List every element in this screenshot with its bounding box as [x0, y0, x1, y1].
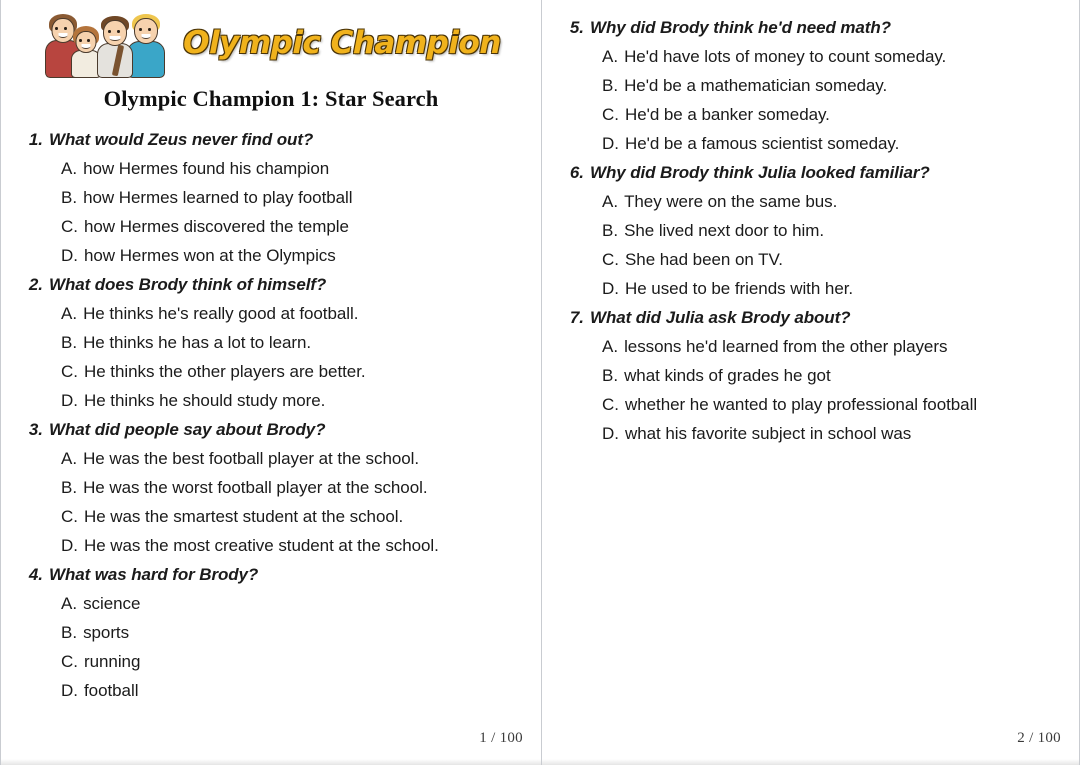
document-page-2	[541, 0, 1080, 765]
answer-option[interactable]	[21, 386, 529, 415]
answer-option[interactable]	[21, 212, 529, 241]
option-letter: D.	[602, 134, 619, 153]
answer-option[interactable]	[21, 589, 529, 618]
answer-option[interactable]	[21, 183, 529, 212]
option-text: sports	[83, 623, 130, 642]
question-number: 6.	[569, 163, 584, 182]
option-text: He used to be friends with her.	[625, 279, 854, 298]
option-letter: D.	[61, 536, 78, 555]
question-block	[21, 270, 529, 415]
option-text: whether he wanted to play professional football	[625, 395, 978, 414]
answer-option[interactable]	[21, 618, 529, 647]
option-letter: A.	[61, 304, 78, 323]
question-number: 2.	[28, 275, 43, 294]
character-figure	[95, 16, 135, 76]
question-block	[562, 158, 1067, 303]
option-text: lessons he'd learned from the other players	[624, 337, 948, 356]
question-number: 3.	[28, 420, 43, 439]
option-letter: B.	[61, 623, 78, 642]
option-letter: B.	[602, 366, 619, 385]
option-letter: D.	[602, 424, 619, 443]
option-letter: D.	[61, 681, 78, 700]
question-text: What did people say about Brody?	[49, 420, 326, 439]
olympic-champion-characters-icon	[41, 8, 173, 78]
option-text: what his favorite subject in school was	[625, 424, 912, 443]
answer-option[interactable]	[21, 444, 529, 473]
answer-option[interactable]	[562, 245, 1067, 274]
question-text: What did Julia ask Brody about?	[590, 308, 851, 327]
option-text: He'd be a banker someday.	[625, 105, 830, 124]
question-prompt	[21, 560, 529, 589]
answer-option[interactable]	[562, 100, 1067, 129]
question-prompt	[21, 415, 529, 444]
option-letter: A.	[602, 192, 619, 211]
question-text: What does Brody think of himself?	[49, 275, 327, 294]
answer-option[interactable]	[21, 241, 529, 270]
answer-option[interactable]	[562, 419, 1067, 448]
answer-option[interactable]	[21, 473, 529, 502]
question-text: Why did Brody think Julia looked familiar?	[590, 163, 930, 182]
option-letter: B.	[61, 333, 78, 352]
answer-option[interactable]	[21, 502, 529, 531]
page-header	[1, 0, 541, 78]
answer-option[interactable]	[562, 216, 1067, 245]
option-letter: C.	[61, 217, 78, 236]
answer-option[interactable]	[21, 154, 529, 183]
question-text: What was hard for Brody?	[49, 565, 259, 584]
answer-option[interactable]	[21, 676, 529, 705]
answer-option[interactable]	[21, 531, 529, 560]
olympic-champion-wordmark: Olympic Champion	[183, 24, 501, 61]
option-letter: C.	[61, 507, 78, 526]
option-text: He'd be a famous scientist someday.	[625, 134, 900, 153]
question-prompt	[21, 270, 529, 299]
question-list-page-2	[542, 0, 1079, 448]
option-text: They were on the same bus.	[624, 192, 838, 211]
question-number: 7.	[569, 308, 584, 327]
option-text: He was the most creative student at the school.	[84, 536, 439, 555]
question-prompt	[562, 158, 1067, 187]
option-text: She had been on TV.	[625, 250, 783, 269]
answer-option[interactable]	[562, 71, 1067, 100]
option-letter: C.	[61, 652, 78, 671]
option-text: running	[84, 652, 141, 671]
option-letter: B.	[602, 76, 619, 95]
answer-option[interactable]	[562, 390, 1067, 419]
option-letter: A.	[61, 449, 78, 468]
question-number: 1.	[28, 130, 43, 149]
option-letter: B.	[602, 221, 619, 240]
answer-option[interactable]	[562, 361, 1067, 390]
option-letter: B.	[61, 188, 78, 207]
option-letter: D.	[602, 279, 619, 298]
question-prompt	[562, 303, 1067, 332]
question-block	[21, 125, 529, 270]
question-list-page-1	[1, 112, 541, 705]
page-title: Olympic Champion 1: Star Search	[103, 86, 439, 111]
option-text: science	[83, 594, 141, 613]
page-number-1: 1 / 100	[479, 730, 523, 746]
option-letter: D.	[61, 391, 78, 410]
option-text: He was the worst football player at the school.	[83, 478, 428, 497]
option-text: He was the smartest student at the school.	[84, 507, 404, 526]
question-block	[21, 560, 529, 705]
option-letter: A.	[602, 47, 619, 66]
option-text: He thinks he should study more.	[84, 391, 326, 410]
answer-option[interactable]	[21, 299, 529, 328]
page-number-2: 2 / 100	[1017, 730, 1061, 746]
option-text: how Hermes won at the Olympics	[84, 246, 336, 265]
option-letter: C.	[602, 105, 619, 124]
question-block	[562, 303, 1067, 448]
question-number: 4.	[28, 565, 43, 584]
option-text: He'd have lots of money to count someday.	[624, 47, 947, 66]
option-text: She lived next door to him.	[624, 221, 824, 240]
option-text: He thinks he has a lot to learn.	[83, 333, 312, 352]
option-text: He thinks he's really good at football.	[83, 304, 359, 323]
option-letter: D.	[61, 246, 78, 265]
question-prompt	[21, 125, 529, 154]
answer-option[interactable]	[21, 328, 529, 357]
option-letter: C.	[602, 250, 619, 269]
option-text: He thinks the other players are better.	[84, 362, 366, 381]
question-block	[562, 13, 1067, 158]
option-text: He was the best football player at the school.	[83, 449, 420, 468]
option-letter: C.	[602, 395, 619, 414]
question-text: What would Zeus never find out?	[49, 130, 314, 149]
answer-option[interactable]	[562, 332, 1067, 361]
option-text: football	[84, 681, 139, 700]
option-letter: A.	[61, 159, 78, 178]
answer-option[interactable]	[562, 42, 1067, 71]
option-letter: A.	[61, 594, 78, 613]
question-prompt	[562, 13, 1067, 42]
option-text: how Hermes discovered the temple	[84, 217, 349, 236]
answer-option[interactable]	[21, 647, 529, 676]
option-letter: A.	[602, 337, 619, 356]
answer-option[interactable]	[562, 129, 1067, 158]
answer-option[interactable]	[21, 357, 529, 386]
answer-option[interactable]	[562, 274, 1067, 303]
option-text: how Hermes learned to play football	[83, 188, 353, 207]
question-number: 5.	[569, 18, 584, 37]
question-text: Why did Brody think he'd need math?	[590, 18, 891, 37]
answer-option[interactable]	[562, 187, 1067, 216]
option-text: He'd be a mathematician someday.	[624, 76, 888, 95]
option-text: what kinds of grades he got	[624, 366, 831, 385]
question-block	[21, 415, 529, 560]
option-letter: B.	[61, 478, 78, 497]
option-text: how Hermes found his champion	[83, 159, 330, 178]
option-letter: C.	[61, 362, 78, 381]
